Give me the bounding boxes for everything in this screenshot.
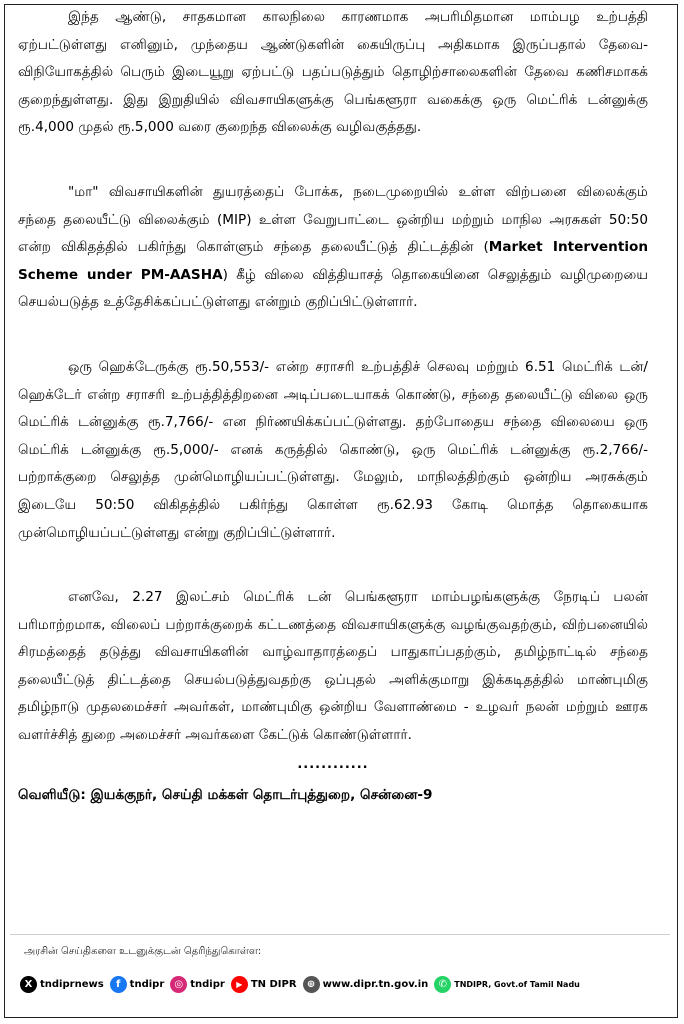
social-x-label: tndiprnews bbox=[40, 979, 104, 990]
facebook-icon: f bbox=[110, 976, 127, 993]
paragraph-2 bbox=[18, 179, 648, 317]
social-links bbox=[20, 976, 670, 993]
scheme-name: Market Intervention Scheme under PM-AASHA bbox=[18, 239, 649, 283]
footer-divider bbox=[10, 934, 670, 935]
press-release-body bbox=[18, 4, 648, 805]
paragraph-2-after: ) கீழ் விலை வித்தியாசத் தொகையினை செலுத்தும் வழிமுறையை செயல்படுத்த உத்தேசிக்கப்பட்டுள்ளது என்றும் குறிப்பிட்டுள்ளார். bbox=[18, 266, 649, 311]
paragraph-4: எனவே, 2.27 இலட்சம் மெட்ரிக் டன் பெங்களூரா மாம்பழங்களுக்கு நேரடிப் பலன் பரிமாற்றமாக, விலைப் பற்றாக்குறைக் கட்டணத்தை விவசாயிகளுக்கு வழங்குவதற்கும், விற்பனையில் சிரமத்தைத் தடுத்து விவசாயிகளின் வாழ்வாதாரத்தைப் பாதுகாப்பதற்கும், தமிழ்நாட்டில் சந்தை தலையீட்டுத் திட்டத்தை செயல்படுத்துவதற்கு ஒப்புதல் அளிக்குமாறு இக்கடிதத்தில் மாண்புமிகு தமிழ்நாடு முதலமைச்சர் அவர்கள், மாண்புமிகு ஒன்றிய வேளாண்மை - உழவர் நலன் மற்றும் ஊரக வளர்ச்சித் துறை அமைச்சர் அவர்களை கேட்டுக் கொண்டுள்ளார். bbox=[18, 589, 648, 744]
social-website[interactable] bbox=[303, 976, 429, 993]
instagram-icon: ◎ bbox=[170, 976, 187, 993]
social-whatsapp-label: TNDIPR, Govt.of Tamil Nadu bbox=[454, 980, 580, 989]
youtube-icon: ▶ bbox=[231, 976, 248, 993]
social-whatsapp[interactable] bbox=[434, 976, 580, 993]
separator-dots: ............ bbox=[297, 756, 369, 772]
paragraph-3: ஒரு ஹெக்டேருக்கு ரூ.50,553/- என்ற சராசரி உற்பத்திச் செலவு மற்றும் 6.51 மெட்ரிக் டன்/ஹெக்டேர் என்ற சராசரி உற்பத்தித்திறனை அடிப்படையாகக் கொண்டு, சந்தை தலையீட்டு விலை ஒரு மெட்ரிக் டன்னுக்கு ரூ.7,766/- என நிர்ணயிக்கப்பட்டுள்ளது. தற்போதைய சந்தை விலையை ஒரு மெட்ரிக் டன்னுக்கு ரூ.5,000/- எனக் கருத்தில் கொண்டு, ஒரு மெட்ரிக் டன்னுக்கு ரூ.2,766/- பற்றாக்குறை செலுத்த முன்மொழியப்பட்டுள்ளது. மேலும், மாநிலத்திற்கும் ஒன்றிய அரசுக்கும் இடையே 50:50 விகிதத்தில் பகிர்ந்து கொள்ள ரூ.62.93 கோடி மொத்த தொகையாக முன்மொழியப்பட்டுள்ளது என்று குறிப்பிட்டுள்ளார். bbox=[18, 358, 648, 541]
social-facebook[interactable] bbox=[110, 976, 165, 993]
social-website-label: www.dipr.tn.gov.in bbox=[322, 979, 429, 990]
social-facebook-label: tndipr bbox=[129, 979, 165, 990]
paragraph-1: இந்த ஆண்டு, சாதகமான காலநிலை காரணமாக அபரிமிதமான மாம்பழ உற்பத்தி ஏற்பட்டுள்ளது எனினும், முந்தைய ஆண்டுகளின் கையிருப்பு அதிகமாக இருப்பதால் தேவை-விநியோகத்தில் பெரும் இடையூறு ஏற்பட்டு பதப்படுத்தும் தொழிற்சாலைகளின் தேவை கணிசமாகக் குறைந்துள்ளது. இது இறுதியில் விவசாயிகளுக்கு பெங்களூரா வகைக்கு ஒரு மெட்ரிக் டன்னுக்கு ரூ.4,000 முதல் ரூ.5,000 வரை குறைந்த விலைக்கு வழிவகுத்தது. bbox=[18, 9, 648, 136]
whatsapp-icon: ✆ bbox=[434, 976, 451, 993]
globe-icon: ⊕ bbox=[303, 976, 320, 993]
social-youtube-label: TN DIPR bbox=[250, 979, 297, 990]
release-line: வெளியீடு: இயக்குநர், செய்தி மக்கள் தொடர்புத்துறை, சென்னை-9 bbox=[18, 786, 433, 803]
social-youtube[interactable] bbox=[231, 976, 297, 993]
footer-caption: அரசின் செய்திகளை உடனுக்குடன் தெரிந்துகொள்ள: bbox=[24, 946, 262, 957]
social-instagram-label: tndipr bbox=[190, 979, 225, 990]
social-instagram[interactable] bbox=[170, 976, 225, 993]
paragraph-2-before: "மா" விவசாயிகளின் துயரத்தைப் போக்க, நடைமுறையில் உள்ள விற்பனை விலைக்கும் சந்தை தலையீட்டு விலைக்கும் (MIP) உள்ள வேறுபாட்டை ஒன்றிய மற்றும் மாநில அரசுகள் 50:50 என்ற விகிதத்தில் பகிர்ந்து கொள்ளும் சந்தை தலையீட்டுத் திட்டத்தின் ( bbox=[18, 183, 648, 256]
x-icon: X bbox=[20, 976, 37, 993]
social-x[interactable] bbox=[20, 976, 104, 993]
